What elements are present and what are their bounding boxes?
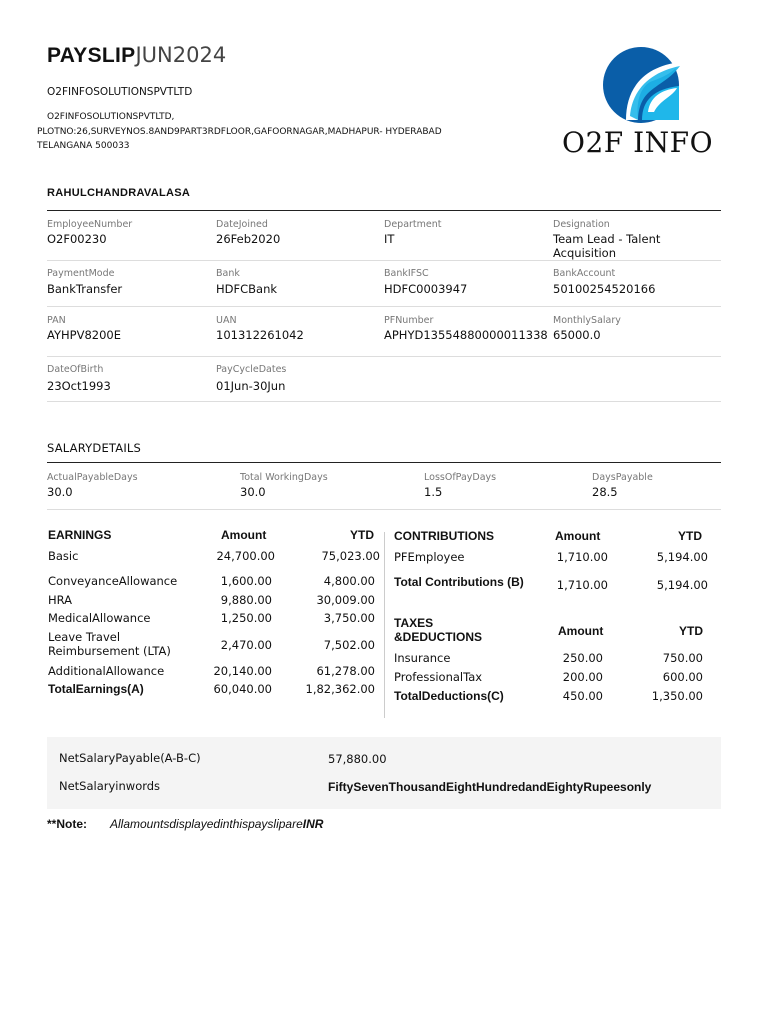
field-label: PayCycleDates [216,364,287,375]
field-label: LossOfPayDays [424,472,497,483]
earning-ytd: 61,278.00 [316,664,375,678]
total-contributions-ytd: 5,194.00 [656,578,708,592]
earning-ytd: 7,502.00 [323,638,375,652]
deductions-header: TAXES &DEDUCTIONS [394,616,483,644]
total-earnings-ytd: 1,82,362.00 [305,682,375,696]
payslip-title [47,42,226,69]
field-label: UAN [216,315,237,326]
total-earnings-label: TotalEarnings(A) [48,682,144,696]
net-salary-payable-label: NetSalaryPayable(A-B-C) [59,751,201,765]
field-label: Total WorkingDays [240,472,328,483]
net-salary-words-value: FiftySevenThousandEightHundredandEightyRupeesonly [328,780,652,794]
earnings-ytd-header: YTD [350,528,374,542]
field-label: PaymentMode [47,268,115,279]
earning-amount: 1,600.00 [220,574,272,588]
field-label: Designation [553,219,610,230]
deductions-ytd-header: YTD [679,624,703,638]
field-label: DateJoined [216,219,268,230]
field-label: Department [384,219,442,230]
deductions-amount-header: Amount [558,624,604,638]
earning-amount: 9,880.00 [220,593,272,607]
field-value: 101312261042 [216,328,304,342]
earning-name: Basic [48,549,79,563]
deduction-ytd: 600.00 [662,670,703,684]
net-salary-payable-value: 57,880.00 [328,752,387,766]
total-deductions-label: TotalDeductions(C) [394,689,504,703]
field-label: EmployeeNumber [47,219,133,230]
note-label: **Note: [47,817,88,831]
field-value: 50100254520166 [553,282,656,296]
logo-mark-icon [560,42,722,126]
earning-amount: 20,140.00 [213,664,272,678]
contributions-header: CONTRIBUTIONS [394,529,494,543]
earning-name: Leave Travel Reimbursement (LTA) [48,630,171,658]
field-label: Bank [216,268,240,279]
field-label: PAN [47,315,66,326]
field-value: APHYD13554880000011338 [384,328,548,342]
earning-amount: 2,470.00 [220,638,272,652]
net-salary-words-label: NetSalaryinwords [59,779,161,793]
company-logo [560,42,722,164]
field-value: AYHPV8200E [47,328,121,342]
address-line-2: PLOTNO:26,SURVEYNOS.8AND9PART3RDFLOOR,GAFOORNAGAR,MADHAPUR- HYDERABAD [37,127,442,137]
note-text [110,817,323,831]
salary-details-title: SALARYDETAILS [47,441,142,455]
total-deductions-amount: 450.00 [562,689,603,703]
deduction-name: Insurance [394,651,451,665]
field-value: 26Feb2020 [216,232,281,246]
earning-amount: 24,700.00 [216,549,275,563]
payslip-month: JUN2024 [135,43,227,67]
column-divider [384,532,385,718]
address-line-3: TELANGANA 500033 [37,141,130,151]
field-label: ActualPayableDays [47,472,138,483]
field-value: HDFC0003947 [384,282,468,296]
earning-name: ConveyanceAllowance [48,574,178,588]
field-value: IT [384,232,395,246]
field-value: 1.5 [424,485,443,499]
field-value: 30.0 [240,485,266,499]
earning-name: HRA [48,593,73,607]
total-contributions-amount: 1,710.00 [556,578,608,592]
deduction-ytd: 750.00 [662,651,703,665]
earning-ytd: 75,023.00 [321,549,380,563]
field-value: 30.0 [47,485,73,499]
field-label: PFNumber [384,315,434,326]
deduction-name: ProfessionalTax [394,670,483,684]
field-value: 65000.0 [553,328,601,342]
field-value: 28.5 [592,485,618,499]
row-divider [47,260,721,261]
earning-amount: 1,250.00 [220,611,272,625]
company-name: O2FINFOSOLUTIONSPVTLTD [47,86,193,98]
salary-divider [47,462,721,463]
earnings-amount-header: Amount [221,528,267,542]
field-value: 23Oct1993 [47,379,111,393]
net-salary-box [47,737,721,809]
row-divider [47,509,721,510]
earning-name: AdditionalAllowance [48,664,165,678]
field-label: DateOfBirth [47,364,104,375]
field-value: BankTransfer [47,282,123,296]
deduction-amount: 250.00 [562,651,603,665]
field-value: 01Jun-30Jun [216,379,286,393]
employee-name: RAHULCHANDRAVALASA [47,187,191,199]
earning-name: MedicalAllowance [48,611,151,625]
row-divider [47,401,721,402]
contributions-ytd-header: YTD [678,529,702,543]
contribution-ytd: 5,194.00 [656,550,708,564]
payslip-word: PAYSLIP [47,44,136,67]
total-deductions-ytd: 1,350.00 [651,689,703,703]
address-line-1: O2FINFOSOLUTIONSPVTLTD, [47,112,175,122]
note-currency: INR [302,817,324,831]
contribution-amount: 1,710.00 [556,550,608,564]
total-earnings-amount: 60,040.00 [213,682,272,696]
field-label: DaysPayable [592,472,653,483]
earnings-header: EARNINGS [48,528,112,542]
field-label: BankAccount [553,268,616,279]
field-value: O2F00230 [47,232,107,246]
logo-text: O2F INFO [562,126,714,159]
earning-ytd: 30,009.00 [316,593,375,607]
deduction-amount: 200.00 [562,670,603,684]
earning-ytd: 3,750.00 [323,611,375,625]
field-value: Team Lead - Talent Acquisition [553,232,661,260]
field-label: BankIFSC [384,268,429,279]
contributions-amount-header: Amount [555,529,601,543]
field-label: MonthlySalary [553,315,621,326]
field-value: HDFCBank [216,282,278,296]
header-divider [47,210,721,211]
row-divider [47,306,721,307]
note-body: Allamountsdisplayedinthispayslipare [110,817,303,831]
row-divider [47,356,721,357]
earning-ytd: 4,800.00 [323,574,375,588]
total-contributions-label: Total Contributions (B) [394,575,524,589]
contribution-name: PFEmployee [394,550,465,564]
